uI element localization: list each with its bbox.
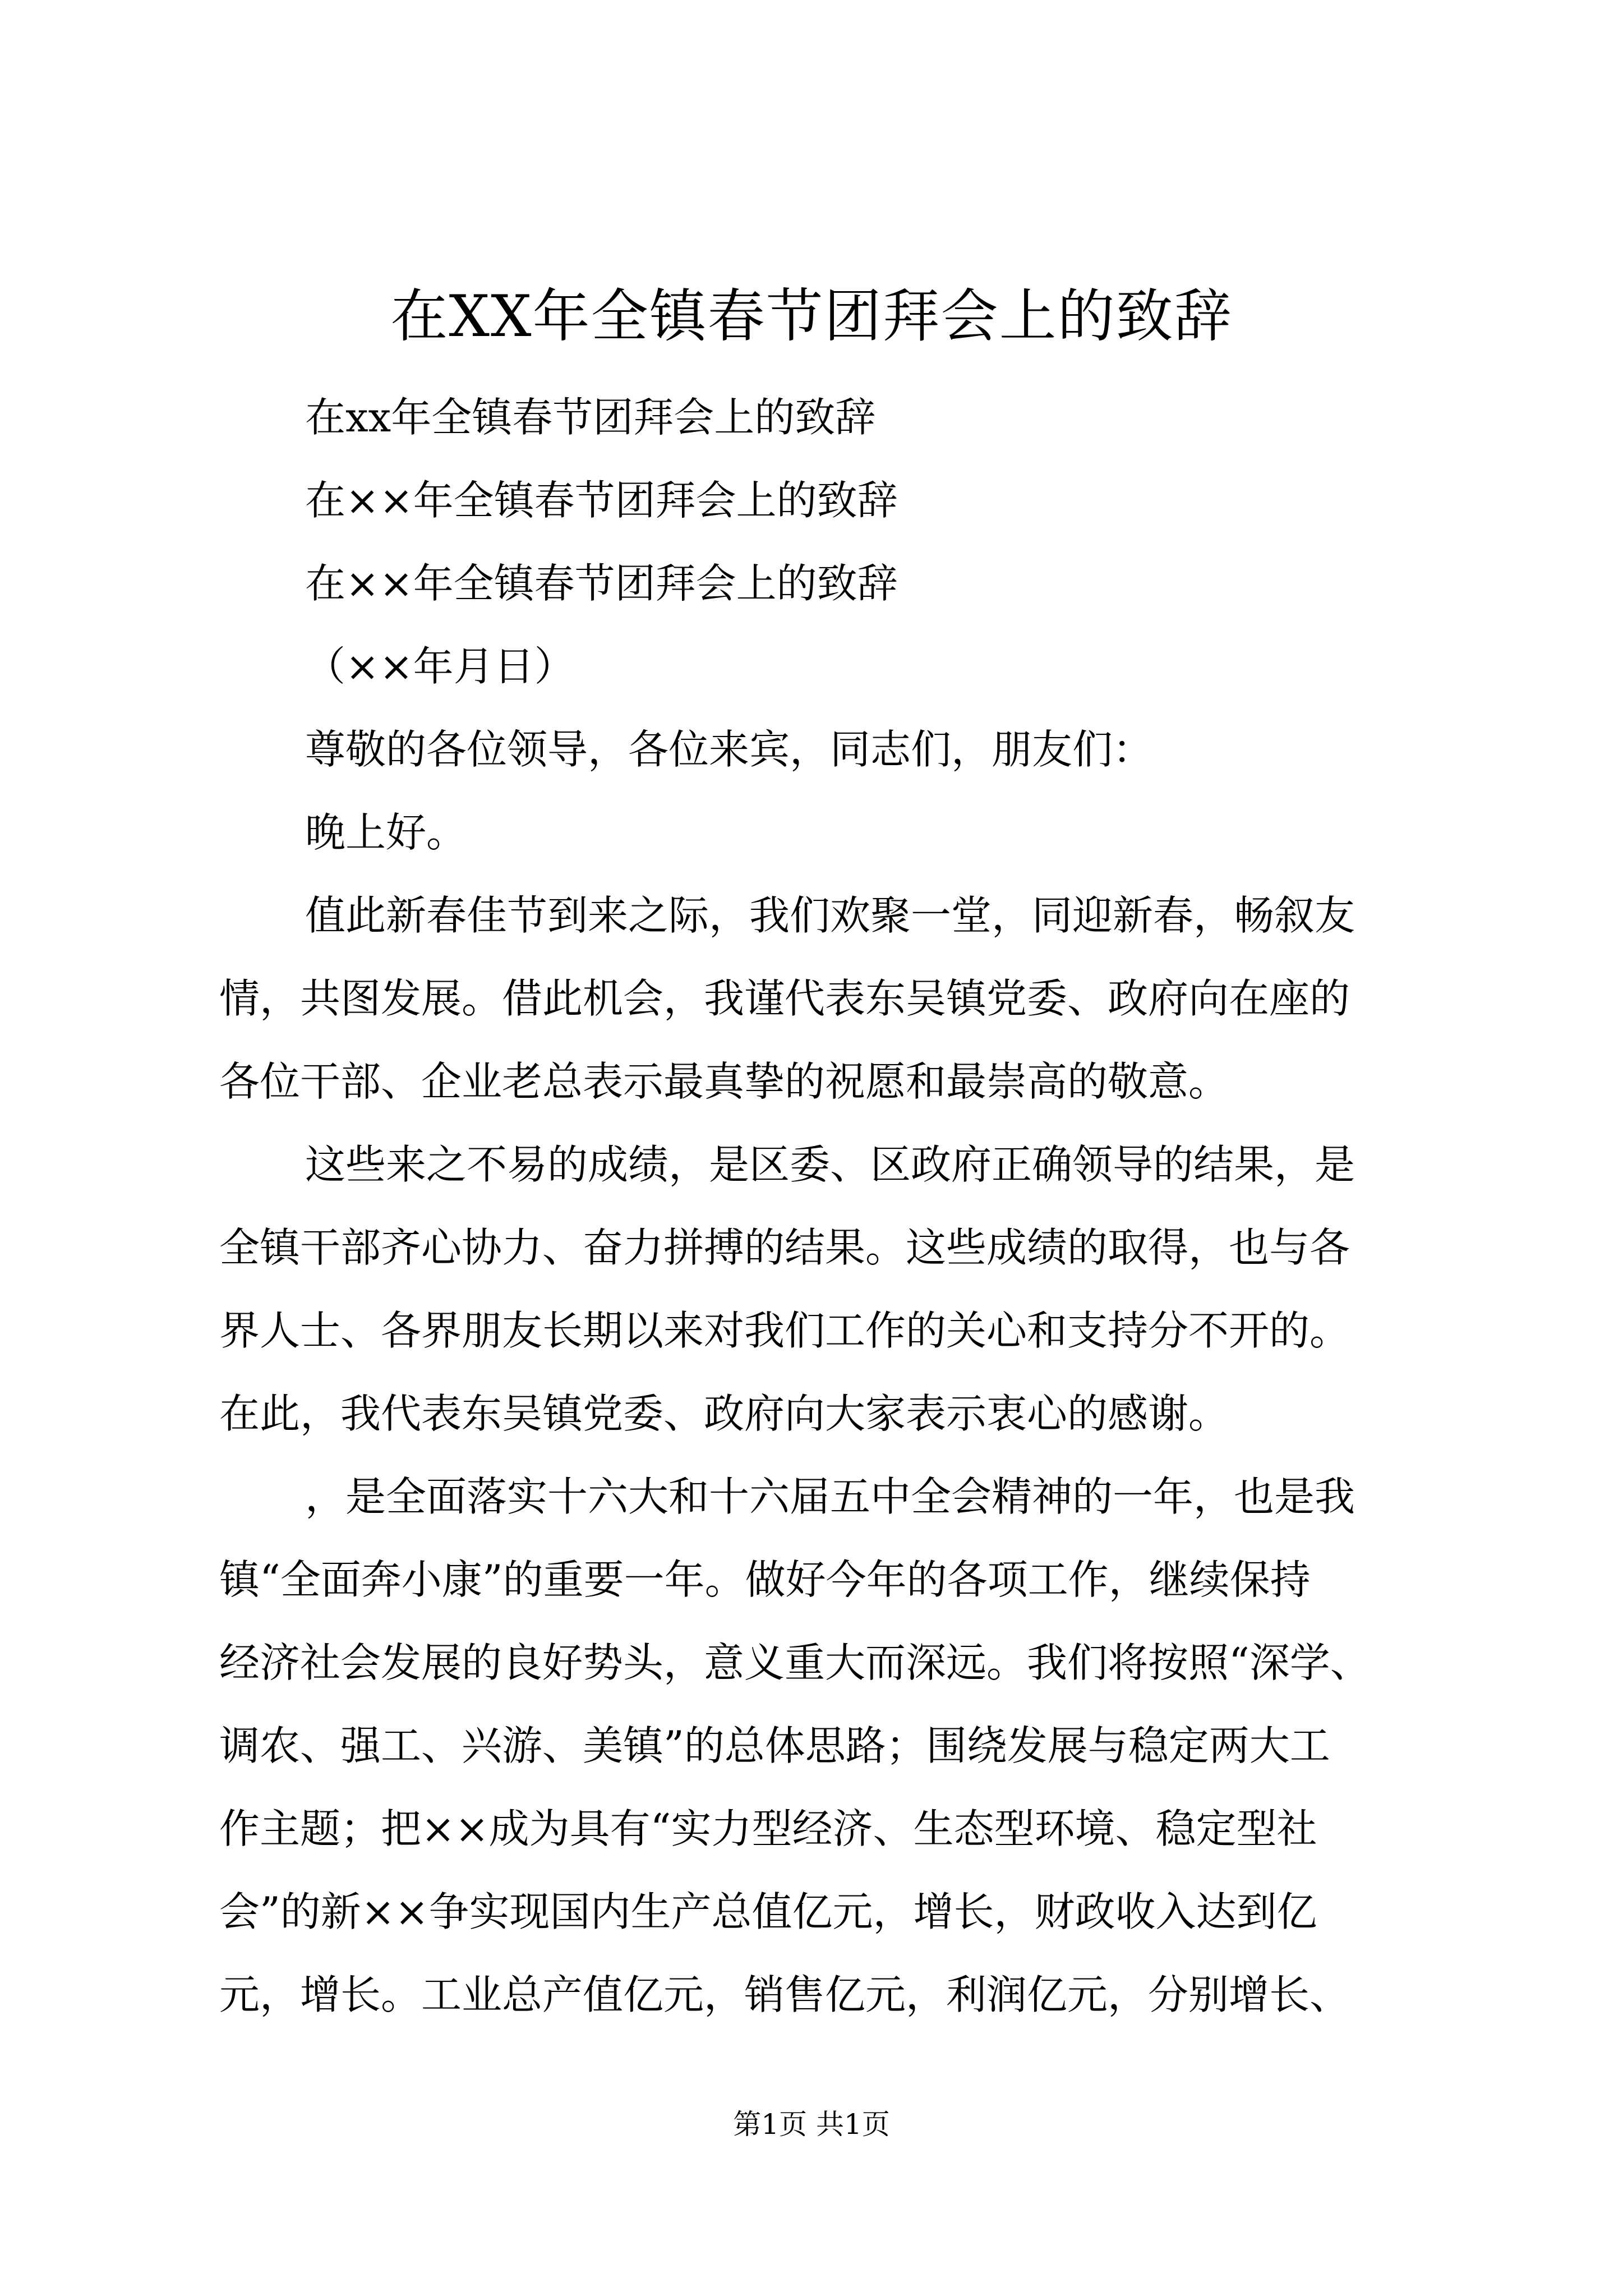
text-line: 这些来之不易的成绩，是区委、区政府正确领导的结果，是 bbox=[305, 1141, 1355, 1188]
document-title: 在XX年全镇春节团拜会上的致辞 bbox=[390, 283, 1233, 350]
text-line: 在××年全镇春节团拜会上的致辞 bbox=[305, 477, 898, 524]
text-line: 尊敬的各位领导，各位来宾，同志们，朋友们： bbox=[305, 726, 1154, 773]
text-line: 会”的新××争实现国内生产总值亿元，增长，财政收入达到亿 bbox=[219, 1888, 1317, 1935]
page-footer: 第1页 共1页 bbox=[733, 2108, 890, 2141]
text-line: 元，增长。工业总产值亿元，销售亿元，利润亿元，分别增长、 bbox=[219, 1971, 1350, 2018]
text-line: 在××年全镇春节团拜会上的致辞 bbox=[305, 560, 898, 607]
text-line: 情，共图发展。借此机会，我谨代表东吴镇党委、政府向在座的 bbox=[219, 975, 1350, 1022]
text-line: 界人士、各界朋友长期以来对我们工作的关心和支持分不开的。 bbox=[219, 1307, 1350, 1354]
text-line: 调农、强工、兴游、美镇”的总体思路；围绕发展与稳定两大工 bbox=[219, 1722, 1330, 1769]
text-line: 作主题；把××成为具有“实力型经济、生态型环境、稳定型社 bbox=[219, 1805, 1317, 1852]
text-line: ，是全面落实十六大和十六届五中全会精神的一年，也是我 bbox=[305, 1473, 1355, 1520]
text-line: 值此新春佳节到来之际，我们欢聚一堂，同迎新春，畅叙友 bbox=[305, 892, 1355, 939]
text-line: （××年月日） bbox=[305, 643, 575, 690]
document-body bbox=[219, 376, 1431, 2036]
text-line: 经济社会发展的良好势头，意义重大而深远。我们将按照“深学、 bbox=[219, 1639, 1371, 1686]
text-line: 全镇干部齐心协力、奋力拼搏的结果。这些成绩的取得，也与各 bbox=[219, 1224, 1350, 1271]
text-line: 镇“全面奔小康”的重要一年。做好今年的各项工作，继续保持 bbox=[219, 1556, 1311, 1603]
text-line: 晚上好。 bbox=[305, 809, 467, 856]
text-line: 各位干部、企业老总表示最真挚的祝愿和最崇高的敬意。 bbox=[219, 1058, 1229, 1105]
text-line: 在xx年全镇春节团拜会上的致辞 bbox=[305, 394, 876, 441]
text-line: 在此，我代表东吴镇党委、政府向大家表示衷心的感谢。 bbox=[219, 1390, 1229, 1437]
